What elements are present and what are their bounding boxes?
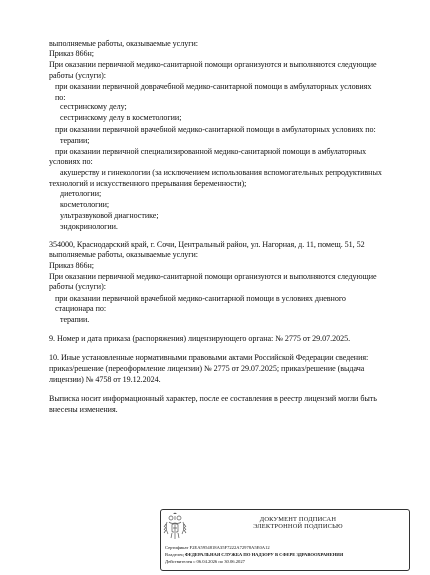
document-line: 9. Номер и дата приказа (распоряжения) лицензирующего органа: № 2775 от 29.07.2025. [49,334,351,343]
document-line: лицензии) № 4758 от 19.12.2024. [49,375,161,384]
document-line: При оказании первичной медико-санитарной помощи организуются и выполняются следующие [49,272,377,281]
document-line: выполняемые работы, оказываемые услуги: [49,39,198,48]
document-line: терапии; [60,136,90,145]
document-line: терапии. [60,315,90,324]
document-line: ультразвуковой диагностике; [60,211,159,220]
certificate-label: Сертификат [165,545,189,550]
stamp-title-line2: ЭЛЕКТРОННОЙ ПОДПИСЬЮ [253,523,343,530]
stamp-owner [165,552,407,558]
document-line: при оказании первичной доврачебной медико-санитарной помощи в амбулаторных условиях [55,82,372,91]
document-line: сестринскому делу; [60,102,127,111]
document-line: эндокринологии. [60,222,118,231]
document-line: 354000, Краснодарский край, г. Сочи, Центральный район, ул. Нагорная, д. 11, помещ. 51, 52 [49,240,365,249]
document-line: выполняемые работы, оказываемые услуги: [49,250,198,259]
stamp-certificate [165,545,407,551]
document-line: При оказании первичной медико-санитарной помощи организуются и выполняются следующие [49,60,377,69]
double-headed-eagle-emblem-icon [163,512,187,542]
document-line: Приказ 866н; [49,49,94,58]
owner-label: Владелец [165,552,184,557]
document-line: работы (услуги): [49,282,106,291]
document-line: косметологии; [60,200,110,209]
document-line: условиях по: [49,157,93,166]
document-line: Приказ 866н; [49,261,94,270]
owner-value: ФЕДЕРАЛЬНАЯ СЛУЖБА ПО НАДЗОРУ В СФЕРЕ ЗДРАВООХРАНЕНИЯ [184,552,344,557]
stamp-validity: Действителен с 06.04.2026 по 30.06.2027 [165,559,245,564]
document-line: приказ/решение (переоформление лицензии) № 2775 от 29.07.2025; приказ/решение (выдача [49,364,365,373]
document-line: 10. Иные установленные нормативными правовыми актами Российской Федерации сведения: [49,353,369,362]
document-line: при оказании первичной врачебной медико-санитарной помощи в амбулаторных условиях по: [55,125,376,134]
document-line: диетологии; [60,189,102,198]
electronic-signature-stamp [160,509,410,571]
document-line: технологий и искусственного прерывания беременности); [49,179,247,188]
document-line: работы (услуги): [49,71,106,80]
document-line: по: [55,93,66,102]
certificate-value: F2EA5954818A35F7222A72978A5E0A12 [189,545,270,550]
document-line: акушерству и гинекологии (за исключением использования вспомогательных репродуктивных [60,168,382,177]
document-line: при оказании первичной врачебной медико-санитарной помощи в условиях дневного [55,294,346,303]
document-line: при оказании первичной специализированной медико-санитарной помощи в амбулаторных [55,147,367,156]
document-line: внесены изменения. [49,405,118,414]
stamp-title-line1: ДОКУМЕНТ ПОДПИСАН [259,516,337,523]
document-line: сестринскому делу в косметологии; [60,113,182,122]
document-line: стационара по: [55,304,107,313]
document-line: Выписка носит информационный характер, после ее составления в реестр лицензий могли быть [49,394,377,403]
